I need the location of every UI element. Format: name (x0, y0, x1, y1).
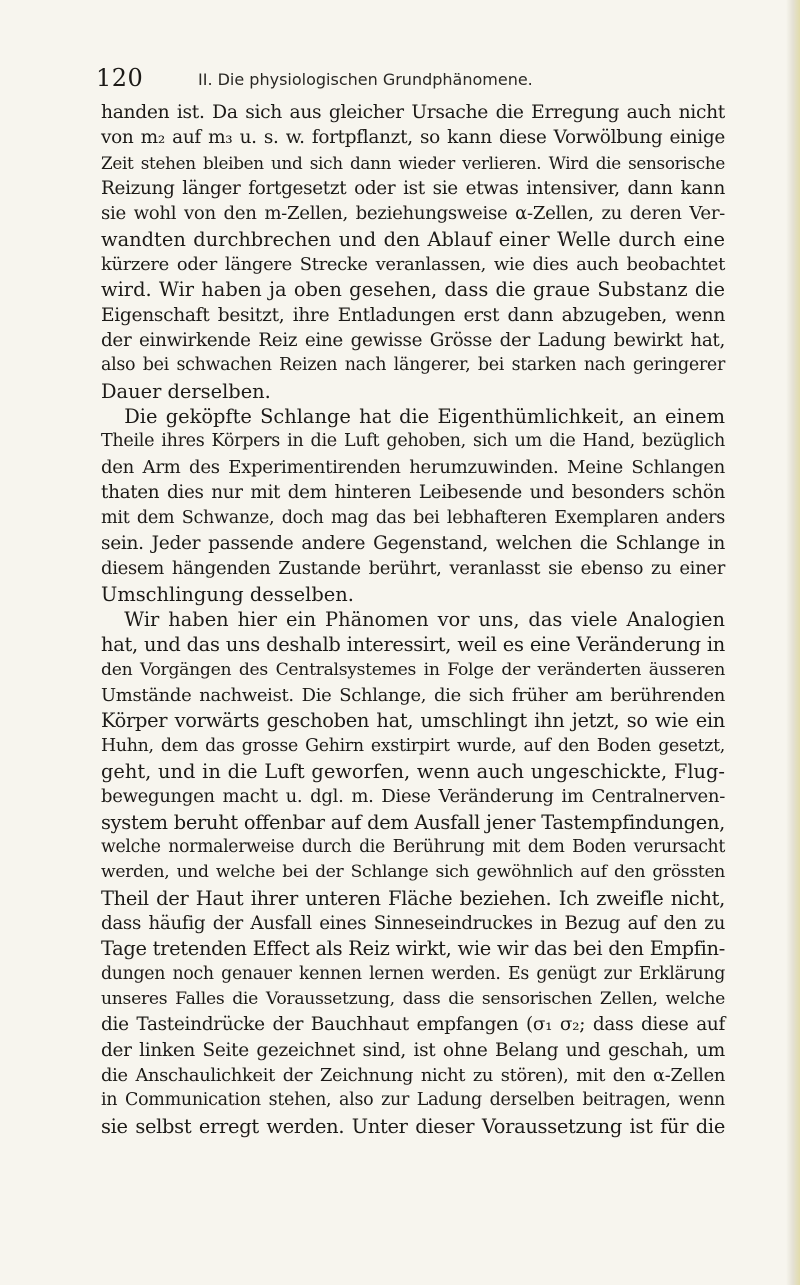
text-line: mit dem Schwanze, doch mag das bei lebhafteren Exemplaren anders (101, 507, 725, 528)
text-line: Reizung länger fortgesetzt oder ist sie etwas intensiver, dann kann (101, 178, 725, 200)
text-line: dass häufig der Ausfall eines Sinneseindruckes in Bezug auf den zu (101, 913, 725, 934)
text-line: wird. Wir haben ja oben gesehen, dass die graue Substanz die (101, 278, 725, 302)
text-line: Umschlingung desselben. (101, 582, 354, 606)
text-line: bewegungen macht u. dgl. m. Diese Veränderung im Centralnerven- (101, 786, 725, 808)
text-line: kürzere oder längere Strecke veranlassen, wie dies auch beobachtet (101, 254, 725, 276)
text-line: werden, und welche bei der Schlange sich gewöhnlich auf den grössten (101, 862, 725, 883)
text-line: hat, und das uns deshalb interessirt, weil es eine Veränderung in (101, 633, 725, 657)
text-line: unseres Falles die Voraussetzung, dass die sensorischen Zellen, welche (101, 989, 725, 1010)
text-line: Zeit stehen bleiben und sich dann wieder verlieren. Wird die sensorische (101, 152, 725, 173)
text-line: Eigenschaft besitzt, ihre Entladungen erst dann abzugeben, wenn (101, 304, 725, 326)
page-header (96, 64, 726, 94)
page-number: 120 (96, 64, 144, 92)
text-line: handen ist. Da sich aus gleicher Ursache die Erregung auch nicht (101, 102, 725, 123)
text-line: der einwirkende Reiz eine gewisse Grösse der Ladung bewirkt hat, (101, 330, 725, 352)
page-edge-shadow (786, 0, 800, 1285)
text-line: in Communication stehen, also zur Ladung derselben beitragen, wenn (101, 1090, 725, 1111)
text-line: dungen noch genauer kennen lernen werden. Es genügt zur Erklärung (101, 963, 725, 984)
text-line: welche normalerweise durch die Berührung mit dem Boden verursacht (101, 836, 725, 857)
text-line: Umstände nachweist. Die Schlange, die sich früher am berührenden (101, 684, 725, 706)
text-line: also bei schwachen Reizen nach längerer, bei starken nach geringerer (101, 355, 725, 376)
text-line: Theil der Haut ihrer unteren Fläche beziehen. Ich zweifle nicht, (101, 886, 725, 910)
body-text (101, 100, 725, 1139)
text-line: geht, und in die Luft geworfen, wenn auch ungeschickte, Flug- (101, 759, 725, 783)
text-line: von m₂ auf m₃ u. s. w. fortpflanzt, so kann diese Vorwölbung einige (101, 127, 725, 149)
text-line: den Vorgängen des Centralsystemes in Folge der veränderten äusseren (101, 659, 725, 680)
text-line: sein. Jeder passende andere Gegenstand, welchen die Schlange in (101, 532, 725, 554)
text-line: Die geköpfte Schlange hat die Eigenthümlichkeit, an einem (124, 405, 725, 429)
text-line: der linken Seite gezeichnet sind, ist ohne Belang und geschah, um (101, 1039, 725, 1061)
text-line: diesem hängenden Zustande berührt, veranlasst sie ebenso zu einer (101, 558, 725, 580)
text-line: Körper vorwärts geschoben hat, umschlingt ihn jetzt, so wie ein (101, 709, 725, 733)
text-line: system beruht offenbar auf dem Ausfall jener Tastempfindungen, (101, 810, 725, 834)
text-line: sie selbst erregt werden. Unter dieser Voraussetzung ist für die (101, 1114, 725, 1138)
text-line: thaten dies nur mit dem hinteren Leibesende und besonders schön (101, 482, 725, 504)
text-line: die Tasteindrücke der Bauchhaut empfangen (σ₁ σ₂; dass diese auf (101, 1014, 725, 1036)
text-line: die Anschaulichkeit der Zeichnung nicht zu stören), mit den α-Zellen (101, 1065, 725, 1087)
text-line: wandten durchbrechen und den Ablauf einer Welle durch eine (101, 227, 725, 251)
text-line: den Arm des Experimentirenden herumzuwinden. Meine Schlangen (101, 456, 725, 478)
text-line: Dauer derselben. (101, 379, 271, 403)
text-line: sie wohl von den m-Zellen, beziehungsweise α-Zellen, zu deren Ver- (101, 203, 725, 225)
text-line: Theile ihres Körpers in die Luft gehoben, sich um die Hand, bezüglich (101, 431, 725, 452)
running-title: II. Die physiologischen Grundphänomene. (198, 70, 533, 89)
text-line: Wir haben hier ein Phänomen vor uns, das viele Analogien (124, 607, 725, 631)
text-line: Huhn, dem das grosse Gehirn exstirpirt wurde, auf den Boden gesetzt, (101, 735, 725, 756)
text-line: Tage tretenden Effect als Reiz wirkt, wie wir das bei den Empfin- (101, 937, 725, 961)
